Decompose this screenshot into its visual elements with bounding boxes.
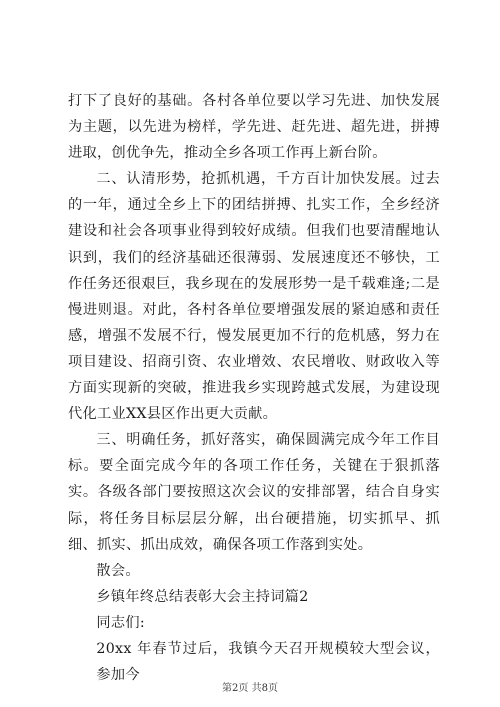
page-number-footer: 第2页 共8页 bbox=[222, 683, 278, 694]
section-heading: 乡镇年终总结表彰大会主持词篇2 bbox=[96, 588, 309, 605]
paragraph-section-two: 二、认清形势，抢抓机遇，千方百计加快发展。过去的一年，通过全乡上下的团结拼搏、扎实工作，全乡经济建设和社会各项事业得到较好成绩。但我们也要清醒地认识到，我们的经济基础还很薄弱、发展速度还不够快，工作任务还很艰巨，我乡现在的发展形势一是千载难逢;二是慢进则退。对此，各村各单位要增强发展的紧迫感和责任感，增强不发展不行，慢发展更加不行的危机感，努力在项目建设、招商引资、农业增效、农民增收、财政收入等方面实现新的突破，推进我乡实现跨越式发展，为建设现代化工业XX县区作出更大贡献。 bbox=[68, 171, 440, 423]
paragraph-section-three: 三、明确任务，抓好落实，确保圆满完成今年工作目标。要全面完成今年的各项工作任务，关键在于狠抓落实。各级各部门要按照这次会议的安排部署，结合自身实际，将任务目标层层分解，出台硬措施，切实抓早、抓细、抓实、抓出成效，确保各项工作落到实处。 bbox=[68, 432, 440, 553]
paragraph-opening: 20xx 年春节过后，我镇今天召开规模较大型会议，参加今 bbox=[96, 640, 440, 684]
paragraph-adjourn: 散会。 bbox=[96, 562, 140, 579]
salutation: 同志们: bbox=[96, 614, 145, 631]
paragraph-continuation: 打下了良好的基础。各村各单位要以学习先进、加快发展为主题，以先进为榜样，学先进、赶先进、超先进，拼搏进取，创优争先，推动全乡各项工作再上新台阶。 bbox=[68, 93, 440, 162]
document-body bbox=[68, 88, 440, 688]
